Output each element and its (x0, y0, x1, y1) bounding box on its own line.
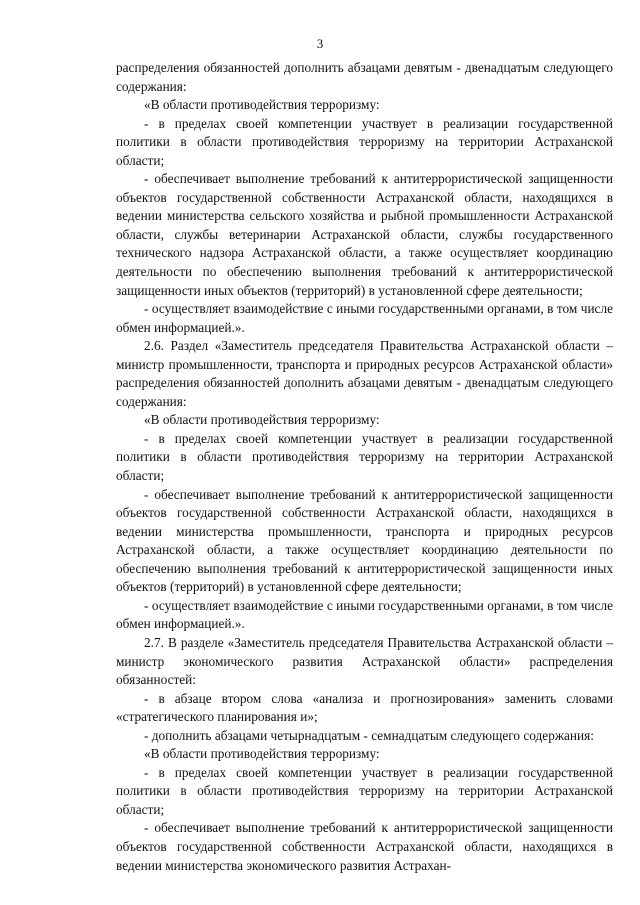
paragraph: - дополнить абзацами четырнадцатым - семнадцатым следующего содержания: (144, 727, 594, 743)
paragraph: - обеспечивает выполнение требований к антитеррористической защищенности объектов государственной собственности Астраханской области, находящихся в ведении министерства сельского хозяйства и рыбной промышленности Астраханской области, службы ветеринарии Астраханской области, службы государственного технического надзора Астраханской области, а также осуществляет координацию деятельности по обеспечению выполнения требований к антитеррористической защищенности иных объектов (территорий) в установленной сфере деятельности; (116, 171, 613, 298)
page-number: 3 (316, 36, 324, 51)
paragraph: - обеспечивает выполнение требований к антитеррористической защищенности объектов государственной собственности Астраханской области, находящихся в ведении министерства промышленности, транспорта и природных ресурсов Астраханской области, а также осуществляет координацию деятельности по обеспечению выполнения требований к антитеррористической защищенности иных объектов (территорий) в установленной сфере деятельности; (116, 486, 613, 595)
document-body (116, 59, 613, 875)
paragraph: 2.7. В разделе «Заместитель председателя Правительства Астраханской области – министр экономического развития Астраханской области» распределения обязанностей: (116, 634, 613, 688)
paragraph: «В области противодействия терроризму: (144, 746, 380, 762)
paragraph: - в пределах своей компетенции участвует в реализации государственной политики в области противодействия терроризму на территории Астраханской области; (116, 430, 613, 484)
paragraph: «В области противодействия терроризму: (144, 97, 380, 113)
paragraph: - в абзаце втором слова «анализа и прогнозирования» заменить словами «стратегического планирования и»; (116, 690, 613, 725)
paragraph: 2.6. Раздел «Заместитель председателя Правительства Астраханской области – министр промышленности, транспорта и природных ресурсов Астраханской области» распределения обязанностей дополнить абзацами девятым - двенадцатым следующего содержания: (116, 338, 613, 409)
paragraph: - в пределах своей компетенции участвует в реализации государственной политики в области противодействия терроризму на территории Астраханской области; (116, 115, 613, 168)
paragraph: распределения обязанностей дополнить абзацами девятым - двенадцатым следующего содержания: (116, 60, 613, 94)
paragraph: - обеспечивает выполнение требований к антитеррористической защищенности объектов государственной собственности Астраханской области, находящихся в ведении министерства экономического развития Астрахан- (116, 820, 613, 873)
paragraph: «В области противодействия терроризму: (144, 412, 380, 428)
paragraph: - в пределах своей компетенции участвует в реализации государственной политики в области противодействия терроризму на территории Астраханской области; (116, 764, 613, 817)
paragraph: - осуществляет взаимодействие с иными государственными органами, в том числе обмен информацией.». (116, 597, 613, 632)
paragraph: - осуществляет взаимодействие с иными государственными органами, в том числе обмен информацией.». (116, 301, 613, 335)
